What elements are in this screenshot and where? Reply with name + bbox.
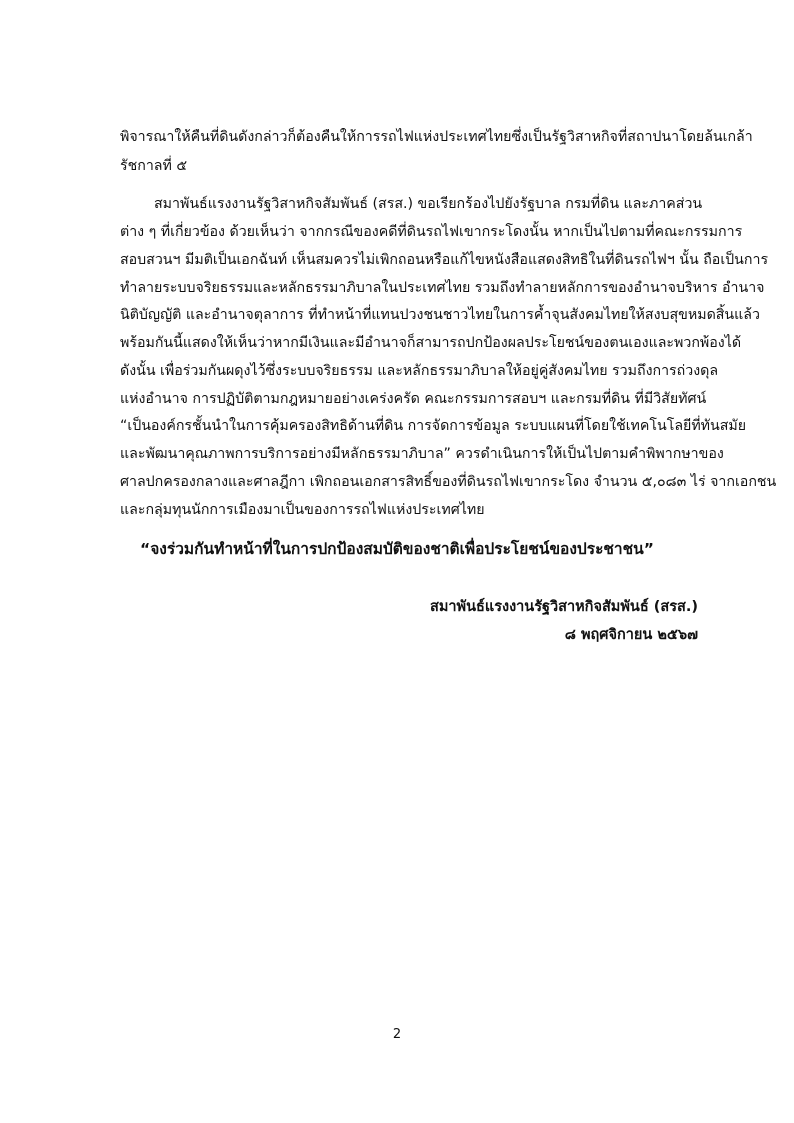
slogan-quote: “จงร่วมกันทำหน้าที่ในการปกป้องสมบัติของชาติเพื่อประโยชน์ของประชาชน” bbox=[140, 540, 654, 558]
paragraph-2-line-8: แห่งอำนาจ การปฏิบัติตามกฎหมายอย่างเคร่งครัด คณะกรรมการสอบฯ และกรมที่ดิน ที่มีวิสัยทัศน์ bbox=[120, 391, 707, 407]
paragraph-2-line-5: นิติบัญญัติ และอำนาจตุลาการ ที่ทำหน้าที่แทนปวงชนชาวไทยในการค้ำจุนสังคมไทยให้สงบสุขหมดสิ้นแล้ว bbox=[120, 307, 760, 323]
page-number: 2 bbox=[392, 1027, 402, 1042]
paragraph-2-line-3: สอบสวนฯ มีมติเป็นเอกฉันท์ เห็นสมควรไม่เพิกถอนหรือแก้ไขหนังสือแสดงสิทธิในที่ดินรถไฟฯ นั้น ถือเป็นการ bbox=[120, 252, 769, 268]
paragraph-2-line-10: และพัฒนาคุณภาพการบริการอย่างมีหลักธรรมาภิบาล” ควรดำเนินการให้เป็นไปตามคำพิพากษาของ bbox=[120, 446, 724, 462]
paragraph-2-line-7: ดังนั้น เพื่อร่วมกันผดุงไว้ซึ่งระบบจริยธรรม และหลักธรรมาภิบาลให้อยู่คู่สังคมไทย รวมถึงการถ่วงดุล bbox=[120, 363, 719, 379]
paragraph-1-line-1: พิจารณาให้คืนที่ดินดังกล่าวก็ต้องคืนให้การรถไฟแห่งประเทศไทยซึ่งเป็นรัฐวิสาหกิจที่สถาปนาโดยล้นเกล้า bbox=[120, 129, 753, 145]
paragraph-2-line-4: ทำลายระบบจริยธรรมและหลักธรรมาภิบาลในประเทศไทย รวมถึงทำลายหลักการของอำนาจบริหาร อำนาจ bbox=[120, 280, 765, 296]
paragraph-2-line-11: ศาลปกครองกลางและศาลฎีกา เพิกถอนเอกสารสิทธิ์ของที่ดินรถไฟเขากระโดง จำนวน ๕,๐๘๓ ไร่ จากเอกชน bbox=[120, 474, 777, 490]
signature-date: ๘ พฤศจิกายน ๒๕๖๗ bbox=[564, 627, 698, 643]
paragraph-2-line-1: สมาพันธ์แรงงานรัฐวิสาหกิจสัมพันธ์ (สรส.) ขอเรียกร้องไปยังรัฐบาล กรมที่ดิน และภาคส่วน bbox=[154, 196, 703, 212]
signature-organization: สมาพันธ์แรงงานรัฐวิสาหกิจสัมพันธ์ (สรส.) bbox=[429, 599, 698, 615]
paragraph-2-line-6: พร้อมกันนี้แสดงให้เห็นว่าหากมีเงินและมีอำนาจก็สามารถปกป้องผลประโยชน์ของตนเองและพวกพ้องได้ bbox=[120, 335, 742, 351]
paragraph-1-line-2: รัชกาลที่ ๕ bbox=[120, 158, 188, 174]
paragraph-2-line-12: และกลุ่มทุนนักการเมืองมาเป็นของการรถไฟแห่งประเทศไทย bbox=[120, 502, 485, 518]
paragraph-2-line-2: ต่าง ๆ ที่เกี่ยวข้อง ด้วยเห็นว่า จากกรณีของคดีที่ดินรถไฟเขากระโดงนั้น หากเป็นไปตามที่คณะกรรมการ bbox=[120, 224, 743, 240]
paragraph-2-line-9: “เป็นองค์กรชั้นนำในการคุ้มครองสิทธิด้านที่ดิน การจัดการข้อมูล ระบบแผนที่โดยใช้เทคโนโลยีที่ทันสมัย bbox=[120, 418, 747, 434]
